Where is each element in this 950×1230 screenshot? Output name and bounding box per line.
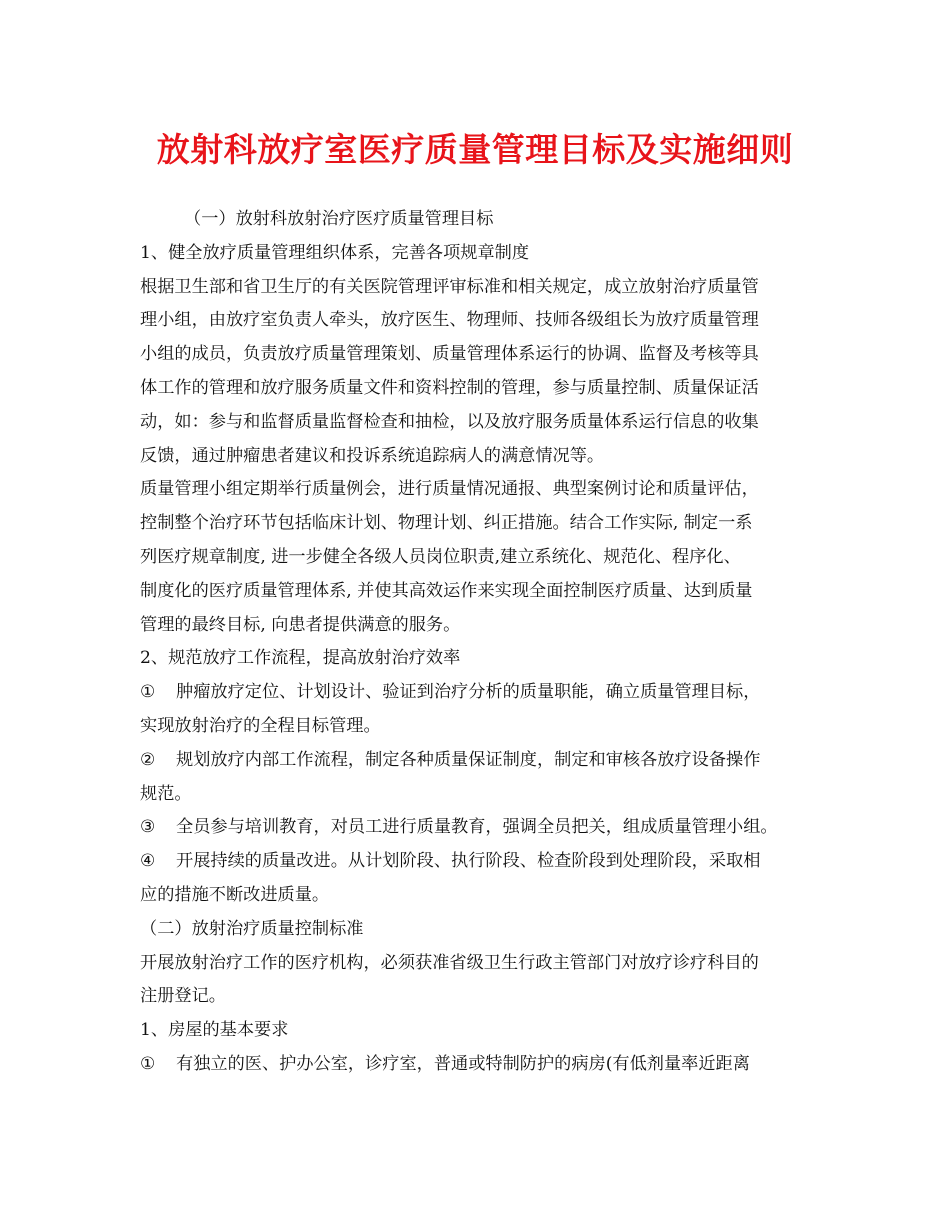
list-item xyxy=(140,1048,825,1082)
line-text: 控制整个治疗环节包括临床计划、物理计划、纠正措施。结合工作实际, 制定一系 xyxy=(140,513,753,534)
paragraph-line xyxy=(140,609,825,643)
line-text: 规范。 xyxy=(140,783,192,804)
line-text: 反馈，通过肿瘤患者建议和投诉系统追踪病人的满意情况等。 xyxy=(140,445,605,466)
line-text: 小组的成员，负责放疗质量管理策划、质量管理体系运行的协调、监督及考核等具 xyxy=(140,344,759,365)
paragraph-line xyxy=(140,1014,825,1048)
section-heading xyxy=(140,913,825,947)
paragraph-line xyxy=(140,372,825,406)
list-item xyxy=(140,744,825,778)
paragraph-line xyxy=(140,947,825,981)
line-text: 根据卫生部和省卫生厅的有关医院管理评审标准和相关规定，成立放射治疗质量管 xyxy=(140,276,759,297)
line-text: 1、健全放疗质量管理组织体系，完善各项规章制度 xyxy=(140,242,530,263)
document-body xyxy=(140,203,825,1082)
line-text: 动，如：参与和监督质量监督检查和抽检，以及放疗服务质量体系运行信息的收集 xyxy=(140,411,759,432)
list-marker: ① xyxy=(140,1053,156,1074)
list-item xyxy=(140,845,825,879)
paragraph-line xyxy=(140,338,825,372)
paragraph-line xyxy=(140,304,825,338)
paragraph-line xyxy=(140,980,825,1014)
paragraph-line xyxy=(140,541,825,575)
line-text: 质量管理小组定期举行质量例会，进行质量情况通报、典型案例讨论和质量评估， xyxy=(140,479,759,500)
list-marker: ② xyxy=(140,749,156,770)
line-text: 注册登记。 xyxy=(140,986,226,1007)
line-text: 理小组，由放疗室负责人牵头，放疗医生、物理师、技师各级组长为放疗质量管理 xyxy=(140,310,759,331)
line-text: 应的措施不断改进质量。 xyxy=(140,884,330,905)
paragraph-line xyxy=(140,237,825,271)
line-text: 体工作的管理和放疗服务质量文件和资料控制的管理，参与质量控制、质量保证活 xyxy=(140,377,759,398)
paragraph-line xyxy=(140,473,825,507)
paragraph-line xyxy=(140,271,825,305)
paragraph-line xyxy=(140,879,825,913)
list-marker: ① xyxy=(140,682,156,703)
list-marker: ③ xyxy=(140,817,156,838)
paragraph-line xyxy=(140,406,825,440)
paragraph-line xyxy=(140,710,825,744)
paragraph-line xyxy=(140,778,825,812)
line-text: 列医疗规章制度, 进一步健全各级人员岗位职责,建立系统化、规范化、程序化、 xyxy=(140,546,741,567)
document-title: 放射科放疗室医疗质量管理目标及实施细则 xyxy=(156,130,794,169)
section-heading xyxy=(140,203,825,237)
list-item xyxy=(140,676,825,710)
line-text: 开展放射治疗工作的医疗机构，必须获准省级卫生行政主管部门对放疗诊疗科目的 xyxy=(140,952,759,973)
paragraph-line xyxy=(140,440,825,474)
line-text: 有独立的医、护办公室，诊疗室，普通或特制防护的病房(有低剂量率近距离 xyxy=(176,1053,750,1074)
list-marker: ④ xyxy=(140,851,156,872)
paragraph-line xyxy=(140,507,825,541)
line-text: 开展持续的质量改进。从计划阶段、执行阶段、检查阶段到处理阶段，采取相 xyxy=(176,851,761,872)
line-text: 实现放射治疗的全程目标管理。 xyxy=(140,715,381,736)
line-text: （二）放射治疗质量控制标准 xyxy=(140,918,364,939)
line-text: 管理的最终目标, 向患者提供满意的服务。 xyxy=(140,614,461,635)
list-item xyxy=(140,811,825,845)
line-text: （一）放射科放射治疗医疗质量管理目标 xyxy=(184,209,494,229)
line-text: 肿瘤放疗定位、计划设计、验证到治疗分析的质量职能，确立质量管理目标， xyxy=(176,682,761,703)
line-text: 1、房屋的基本要求 xyxy=(140,1020,289,1041)
line-text: 制度化的医疗质量管理体系, 并使其高效运作来实现全面控制医疗质量、达到质量 xyxy=(140,580,753,601)
line-text: 全员参与培训教育，对员工进行质量教育，强调全员把关，组成质量管理小组。 xyxy=(176,817,778,838)
paragraph-line xyxy=(140,575,825,609)
line-text: 2、规范放疗工作流程，提高放射治疗效率 xyxy=(140,648,461,669)
paragraph-line xyxy=(140,642,825,676)
line-text: 规划放疗内部工作流程，制定各种质量保证制度，制定和审核各放疗设备操作 xyxy=(176,749,761,770)
